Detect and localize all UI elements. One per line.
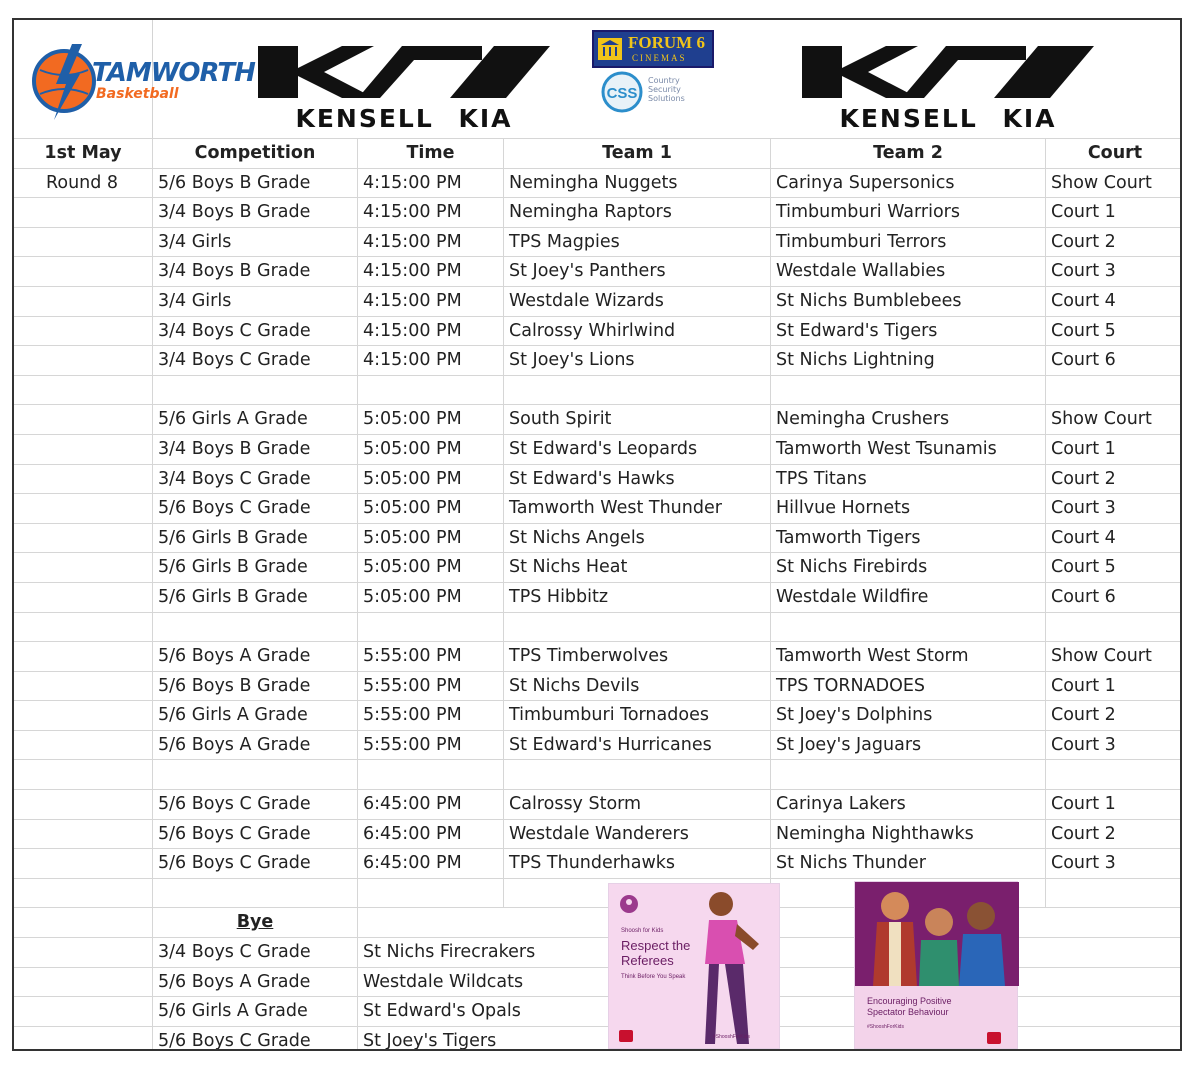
- cell-team1: [503, 760, 770, 789]
- cell-round: [14, 405, 152, 434]
- poster2-tag: #ShooshForKids: [867, 1024, 904, 1030]
- table-row: [14, 197, 1182, 227]
- cell-round: [14, 524, 152, 553]
- header-team1: Team 1: [503, 139, 770, 168]
- cell-team2: St Nichs Lightning: [770, 346, 1045, 375]
- cell-team2: St Joey's Jaguars: [770, 731, 1045, 760]
- cell-team1: St Joey's Lions: [503, 346, 770, 375]
- cell-court: Court 3: [1045, 731, 1182, 760]
- cell-court: Court 1: [1045, 672, 1182, 701]
- cell-round: [14, 790, 152, 819]
- cell-round: [14, 257, 152, 286]
- table-row: [14, 168, 1182, 198]
- bye-competition: 5/6 Girls A Grade: [152, 997, 357, 1026]
- bye-team: Westdale Wildcats: [357, 968, 597, 997]
- svg-text:CSS: CSS: [606, 85, 638, 102]
- cell-round: [14, 228, 152, 257]
- cell-time: 6:45:00 PM: [357, 820, 503, 849]
- table-row: [14, 464, 1182, 494]
- cell-time: 5:05:00 PM: [357, 524, 503, 553]
- cell-competition: 5/6 Girls A Grade: [152, 405, 357, 434]
- cell-team1: Calrossy Storm: [503, 790, 770, 819]
- cell-team2: Westdale Wallabies: [770, 257, 1045, 286]
- table-row: [14, 582, 1182, 612]
- cell-competition: 5/6 Boys C Grade: [152, 849, 357, 878]
- cell-team2: Carinya Lakers: [770, 790, 1045, 819]
- tamworth-wordmark: TAMWORTH: [92, 58, 255, 88]
- kensell-kia-logo-left: [254, 42, 554, 133]
- cell-round: [14, 583, 152, 612]
- cell-competition: 3/4 Boys C Grade: [152, 465, 357, 494]
- cell-team1: Timbumburi Tornadoes: [503, 701, 770, 730]
- cell-competition: 3/4 Girls: [152, 287, 357, 316]
- cell-team2: TPS TORNADOES: [770, 672, 1045, 701]
- cell-competition: 5/6 Boys C Grade: [152, 494, 357, 523]
- header-competition: Competition: [152, 139, 357, 168]
- cell-round: [14, 701, 152, 730]
- cell-round: [14, 672, 152, 701]
- cell-round: [14, 435, 152, 464]
- table-row: [14, 730, 1182, 760]
- cell-court: Court 2: [1045, 701, 1182, 730]
- sponsor-header: [14, 20, 1182, 138]
- cell-time: 4:15:00 PM: [357, 198, 503, 227]
- table-row: [14, 819, 1182, 849]
- cell-team2: St Joey's Dolphins: [770, 701, 1045, 730]
- cell-court: [1045, 760, 1182, 789]
- cell-court: Court 5: [1045, 553, 1182, 582]
- cell-team2: St Nichs Bumblebees: [770, 287, 1045, 316]
- cell-round: [14, 820, 152, 849]
- respect-referees-poster: [608, 883, 780, 1049]
- cell-court: Court 4: [1045, 524, 1182, 553]
- cell-court: Court 6: [1045, 583, 1182, 612]
- cell-team1: Westdale Wizards: [503, 287, 770, 316]
- table-row: [14, 286, 1182, 316]
- cell-round: [14, 198, 152, 227]
- kensell-kia-label-left: KENSELL KIA: [295, 104, 513, 133]
- cell-competition: 5/6 Girls B Grade: [152, 553, 357, 582]
- cell-team1: [503, 376, 770, 405]
- table-row: [14, 789, 1182, 819]
- cell-team2: Tamworth Tigers: [770, 524, 1045, 553]
- cell-court: Court 1: [1045, 435, 1182, 464]
- cell-competition: 5/6 Boys B Grade: [152, 672, 357, 701]
- cell-competition: 5/6 Girls B Grade: [152, 583, 357, 612]
- bye-competition: 5/6 Boys A Grade: [152, 968, 357, 997]
- cell-time: 6:45:00 PM: [357, 790, 503, 819]
- table-row: [14, 523, 1182, 553]
- cell-team1: St Joey's Panthers: [503, 257, 770, 286]
- table-row: [14, 848, 1182, 878]
- cell-court: Show Court: [1045, 169, 1182, 198]
- cell-time: 5:05:00 PM: [357, 583, 503, 612]
- poster1-kicker: Shoosh for Kids: [621, 928, 664, 934]
- table-row: [14, 552, 1182, 582]
- table-row: [14, 493, 1182, 523]
- bye-team: St Joey's Tigers: [357, 1027, 597, 1051]
- cell-team1: Tamworth West Thunder: [503, 494, 770, 523]
- cell-competition: [152, 376, 357, 405]
- cell-court: Court 3: [1045, 257, 1182, 286]
- cell-competition: 5/6 Boys C Grade: [152, 790, 357, 819]
- cell-round: [14, 613, 152, 642]
- cell-time: [357, 376, 503, 405]
- header-team2: Team 2: [770, 139, 1045, 168]
- cell-time: 5:05:00 PM: [357, 435, 503, 464]
- cell-team1: Nemingha Raptors: [503, 198, 770, 227]
- cell-team2: Carinya Supersonics: [770, 169, 1045, 198]
- cell-competition: [152, 879, 357, 908]
- cell-time: [357, 760, 503, 789]
- cell-team2: Tamworth West Tsunamis: [770, 435, 1045, 464]
- cell-team1: St Nichs Heat: [503, 553, 770, 582]
- cell-team1: St Edward's Leopards: [503, 435, 770, 464]
- spacer-row: [14, 375, 1182, 405]
- cell-court: Show Court: [1045, 642, 1182, 671]
- bye-competition: 5/6 Boys C Grade: [152, 1027, 357, 1051]
- table-row: [14, 671, 1182, 701]
- cell-round: [14, 494, 152, 523]
- cell-team2: Westdale Wildfire: [770, 583, 1045, 612]
- cell-time: 5:55:00 PM: [357, 672, 503, 701]
- cell-round: [14, 287, 152, 316]
- basketball-wordmark: Basketball: [96, 86, 179, 102]
- cell-team2: Nemingha Crushers: [770, 405, 1045, 434]
- poster1-subtitle: Think Before You Speak: [621, 974, 686, 980]
- cell-team2: [770, 760, 1045, 789]
- cell-court: Court 3: [1045, 849, 1182, 878]
- cell-team2: Hillvue Hornets: [770, 494, 1045, 523]
- cell-round: [14, 553, 152, 582]
- kensell-kia-label-right: KENSELL KIA: [839, 104, 1057, 133]
- table-row: [14, 227, 1182, 257]
- cell-team2: Tamworth West Storm: [770, 642, 1045, 671]
- header-date: 1st May: [44, 143, 122, 163]
- cell-team2: [770, 613, 1045, 642]
- cell-court: Court 5: [1045, 317, 1182, 346]
- cell-team2: St Nichs Firebirds: [770, 553, 1045, 582]
- cell-time: 5:05:00 PM: [357, 465, 503, 494]
- cell-team1: Nemingha Nuggets: [503, 169, 770, 198]
- cell-time: 4:15:00 PM: [357, 228, 503, 257]
- cell-time: 4:15:00 PM: [357, 317, 503, 346]
- spacer-row: [14, 759, 1182, 789]
- cell-competition: 3/4 Boys B Grade: [152, 435, 357, 464]
- cell-time: 5:55:00 PM: [357, 731, 503, 760]
- cell-time: 4:15:00 PM: [357, 287, 503, 316]
- cell-team1: St Nichs Devils: [503, 672, 770, 701]
- cell-court: Court 2: [1045, 465, 1182, 494]
- cell-competition: 5/6 Boys A Grade: [152, 731, 357, 760]
- positive-spectator-poster: [854, 881, 1018, 1049]
- cell-competition: 3/4 Boys C Grade: [152, 346, 357, 375]
- cell-court: Court 4: [1045, 287, 1182, 316]
- cell-round: [14, 376, 152, 405]
- cell-time: 6:45:00 PM: [357, 849, 503, 878]
- cell-round: [14, 346, 152, 375]
- table-row: [14, 700, 1182, 730]
- cell-time: 5:05:00 PM: [357, 405, 503, 434]
- cell-court: Show Court: [1045, 405, 1182, 434]
- cell-team2: St Edward's Tigers: [770, 317, 1045, 346]
- spacer-row: [14, 612, 1182, 642]
- cell-team1: Westdale Wanderers: [503, 820, 770, 849]
- cell-time: 4:15:00 PM: [357, 346, 503, 375]
- cell-round: [14, 731, 152, 760]
- css-line2: Security: [648, 85, 681, 94]
- cell-court: Court 1: [1045, 790, 1182, 819]
- cell-court: Court 1: [1045, 198, 1182, 227]
- cell-competition: 5/6 Boys C Grade: [152, 820, 357, 849]
- cell-team1: St Edward's Hawks: [503, 465, 770, 494]
- table-row: [14, 345, 1182, 375]
- cell-competition: 3/4 Girls: [152, 228, 357, 257]
- cell-team1: TPS Timberwolves: [503, 642, 770, 671]
- table-row: [14, 434, 1182, 464]
- cell-court: Court 2: [1045, 820, 1182, 849]
- cell-round: Round 8: [46, 172, 119, 193]
- cell-time: 5:55:00 PM: [357, 642, 503, 671]
- cell-round: [14, 849, 152, 878]
- kensell-kia-logo-right: [798, 42, 1098, 133]
- css-line3: Solutions: [648, 94, 685, 103]
- cell-court: Court 2: [1045, 228, 1182, 257]
- cell-round: [14, 317, 152, 346]
- table-header-row: [14, 138, 1182, 168]
- cell-competition: 5/6 Boys B Grade: [152, 169, 357, 198]
- tamworth-basketball-logo: [32, 40, 255, 122]
- poster1-tag: #ShooshForKids: [713, 1034, 750, 1040]
- cell-competition: [152, 613, 357, 642]
- table-row: [14, 641, 1182, 671]
- cell-team1: Calrossy Whirlwind: [503, 317, 770, 346]
- cell-time: 5:05:00 PM: [357, 553, 503, 582]
- table-row: [14, 256, 1182, 286]
- css-shield-icon: [600, 70, 644, 114]
- cell-round: [14, 642, 152, 671]
- cell-team2: Nemingha Nighthawks: [770, 820, 1045, 849]
- cell-round: [14, 879, 152, 908]
- forum6-subtitle: CINEMAS: [632, 53, 687, 63]
- cell-competition: 3/4 Boys B Grade: [152, 257, 357, 286]
- cell-competition: 5/6 Girls B Grade: [152, 524, 357, 553]
- bye-competition: 3/4 Boys C Grade: [152, 938, 357, 967]
- cell-time: [357, 879, 503, 908]
- cell-team1: South Spirit: [503, 405, 770, 434]
- bye-team: St Edward's Opals: [357, 997, 597, 1026]
- cell-court: [1045, 613, 1182, 642]
- cell-time: [357, 613, 503, 642]
- bye-title: Bye: [152, 908, 357, 937]
- cell-team2: TPS Titans: [770, 465, 1045, 494]
- table-row: [14, 404, 1182, 434]
- cinema-building-icon: [598, 38, 622, 60]
- cell-time: 4:15:00 PM: [357, 169, 503, 198]
- cell-time: 5:05:00 PM: [357, 494, 503, 523]
- cell-time: 5:55:00 PM: [357, 701, 503, 730]
- cell-team1: TPS Magpies: [503, 228, 770, 257]
- cell-court: [1045, 879, 1182, 908]
- cell-team2: Timbumburi Warriors: [770, 198, 1045, 227]
- cell-competition: 5/6 Boys A Grade: [152, 642, 357, 671]
- cell-team1: TPS Hibbitz: [503, 583, 770, 612]
- cell-court: [1045, 376, 1182, 405]
- cell-team1: St Nichs Angels: [503, 524, 770, 553]
- poster2-title: Encouraging Positive Spectator Behaviour: [867, 996, 952, 1017]
- country-security-solutions-logo: [600, 70, 716, 116]
- cell-team1: TPS Thunderhawks: [503, 849, 770, 878]
- forum6-title: FORUM 6: [628, 33, 705, 52]
- cell-round: [14, 465, 152, 494]
- table-row: [14, 316, 1182, 346]
- cell-team1: [503, 613, 770, 642]
- fixture-sheet: [12, 18, 1182, 1051]
- cell-round: [14, 760, 152, 789]
- bye-team: St Nichs Firecrakers: [357, 938, 597, 967]
- css-line1: Country: [648, 76, 680, 85]
- cell-court: Court 3: [1045, 494, 1182, 523]
- header-time: Time: [357, 139, 503, 168]
- cell-court: Court 6: [1045, 346, 1182, 375]
- forum6-cinemas-logo: [592, 30, 714, 68]
- cell-competition: 3/4 Boys B Grade: [152, 198, 357, 227]
- cell-team2: Timbumburi Terrors: [770, 228, 1045, 257]
- cell-competition: 3/4 Boys C Grade: [152, 317, 357, 346]
- cell-team2: [770, 376, 1045, 405]
- cell-team2: St Nichs Thunder: [770, 849, 1045, 878]
- cell-team1: St Edward's Hurricanes: [503, 731, 770, 760]
- cell-competition: [152, 760, 357, 789]
- cell-time: 4:15:00 PM: [357, 257, 503, 286]
- cell-competition: 5/6 Girls A Grade: [152, 701, 357, 730]
- header-court: Court: [1045, 139, 1182, 168]
- poster1-title: Respect the Referees: [621, 938, 691, 968]
